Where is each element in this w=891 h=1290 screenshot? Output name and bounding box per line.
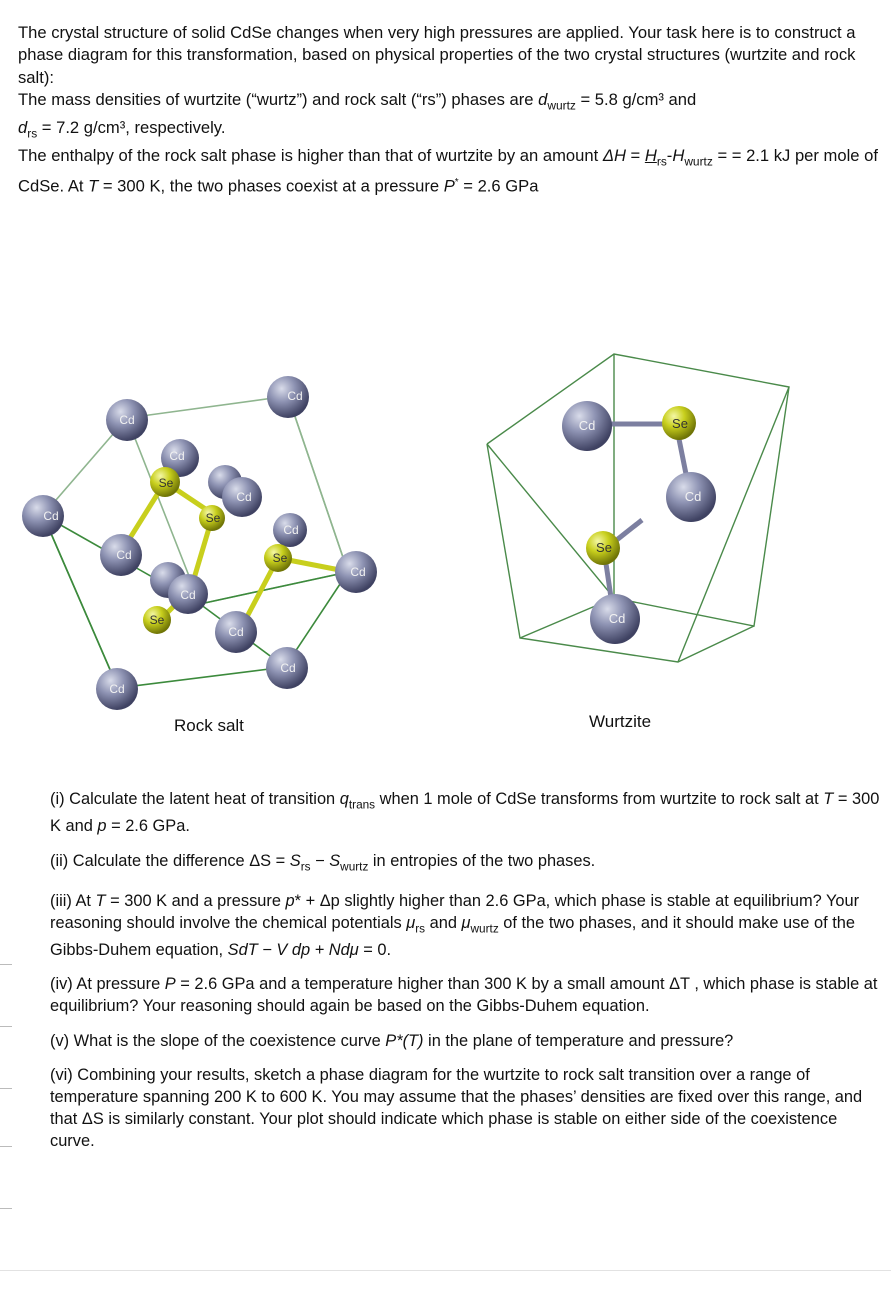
- question-v: (v) What is the slope of the coexistence curve P*(T) in the plane of temperature and pressure?: [50, 1031, 734, 1050]
- atom-label-cd: Cd: [228, 625, 244, 639]
- atom-label-cd: Cd: [119, 413, 135, 427]
- question-iv: (iv) At pressure P = 2.6 GPa and a temperature higher than 300 K by a small amount ΔT , which phase is stable at equilibrium? Your reasoning should again be based on the Gibbs-Duhem equation.: [50, 975, 878, 1016]
- atom-label-cd: Cd: [236, 490, 252, 504]
- margin-mark: [0, 1208, 12, 1209]
- margin-mark: [0, 964, 12, 965]
- question-i: (i) Calculate the latent heat of transition $q_{trans}$ when 1 mole of CdSe transforms from wurtzite to rock salt at T = 300 K and p = 2.6 GPa.: [50, 790, 880, 836]
- margin-mark: [0, 1088, 12, 1089]
- question-iii: (iii) At T = 300 K and a pressure p* + Δp slightly higher than 2.6 GPa, which phase is stable at equilibrium? Your reasoning should involve the chemical potentials $\mu_{rs}$ and $\mu_{wurtz}$ of the two phases, and it should make use of the Gibbs-Duhem equation, SdT − V dp + Ndμ = 0.: [50, 891, 860, 959]
- margin-mark: [0, 1146, 12, 1147]
- problem-intro: [18, 22, 880, 198]
- intro-paragraph-2: The mass densities of wurtzite (“wurtz”) and rock salt (“rs”) phases are $d_{wurtz} = 5.8$ g/cm³ and $d_{rs} = 7.2$ g/cm³, respectively.: [18, 90, 697, 141]
- atom-label-cd: Cd: [116, 548, 132, 562]
- atom-label-cd: Cd: [169, 449, 185, 463]
- atom-label-se: Se: [672, 416, 688, 431]
- atom-label-cd: Cd: [280, 661, 296, 675]
- atom-label-cd: Cd: [608, 611, 626, 626]
- atom-label-cd: Cd: [109, 682, 125, 696]
- atom-label-cd: Cd: [684, 489, 702, 504]
- margin-mark: [0, 1026, 12, 1027]
- atom-label-cd: Cd: [180, 588, 196, 602]
- rock-salt-structure: [43, 396, 348, 688]
- question-list: [50, 788, 880, 1165]
- atom-label-se: Se: [205, 511, 221, 525]
- atom-label-se: Se: [149, 613, 165, 627]
- atom-label-cd: Cd: [578, 418, 596, 433]
- rock-salt-atoms: [22, 376, 377, 710]
- atom-label-se: Se: [596, 540, 612, 555]
- crystal-structures-illustration: [0, 340, 891, 760]
- atom-label-cd: Cd: [287, 389, 303, 403]
- rock-salt-caption: Rock salt: [174, 716, 244, 735]
- question-vi: (vi) Combining your results, sketch a phase diagram for the wurtzite to rock salt transition over a range of temperature spanning 200 K to 600 K. You may assume that the phases’ densities are fixed over this range, and that ΔS is similarly constant. Your plot should indicate which phase is stable on either side of the coexistence curve.: [50, 1066, 863, 1151]
- intro-paragraph-1: The crystal structure of solid CdSe changes when very high pressures are applied. Your task here is to construct a phase diagram for this transformation, based on physical properties of the two crystal structures (wurtzite and rock salt):: [18, 23, 856, 87]
- question-ii: (ii) Calculate the difference $\Delta S = S_{rs} - S_{wurtz}$ in entropies of the two phases.: [50, 851, 596, 874]
- bottom-divider: [0, 1270, 891, 1271]
- atom-label-se: Se: [158, 476, 174, 490]
- atom-label-cd: Cd: [350, 565, 366, 579]
- intro-paragraph-3: The enthalpy of the rock salt phase is higher than that of wurtzite by an amount $\Delta H = H_{rs}-H_{wurtz}$ = = 2.1 kJ per mole of CdSe. At T = 300 K, the two phases coexist at a pressure P* = 2.6 GPa: [18, 145, 878, 196]
- atom-label-se: Se: [272, 551, 288, 565]
- wurtzite-caption: Wurtzite: [589, 712, 652, 731]
- atom-label-cd: Cd: [283, 523, 299, 537]
- atom-label-cd: Cd: [43, 509, 59, 523]
- crystal-figures: [0, 340, 891, 760]
